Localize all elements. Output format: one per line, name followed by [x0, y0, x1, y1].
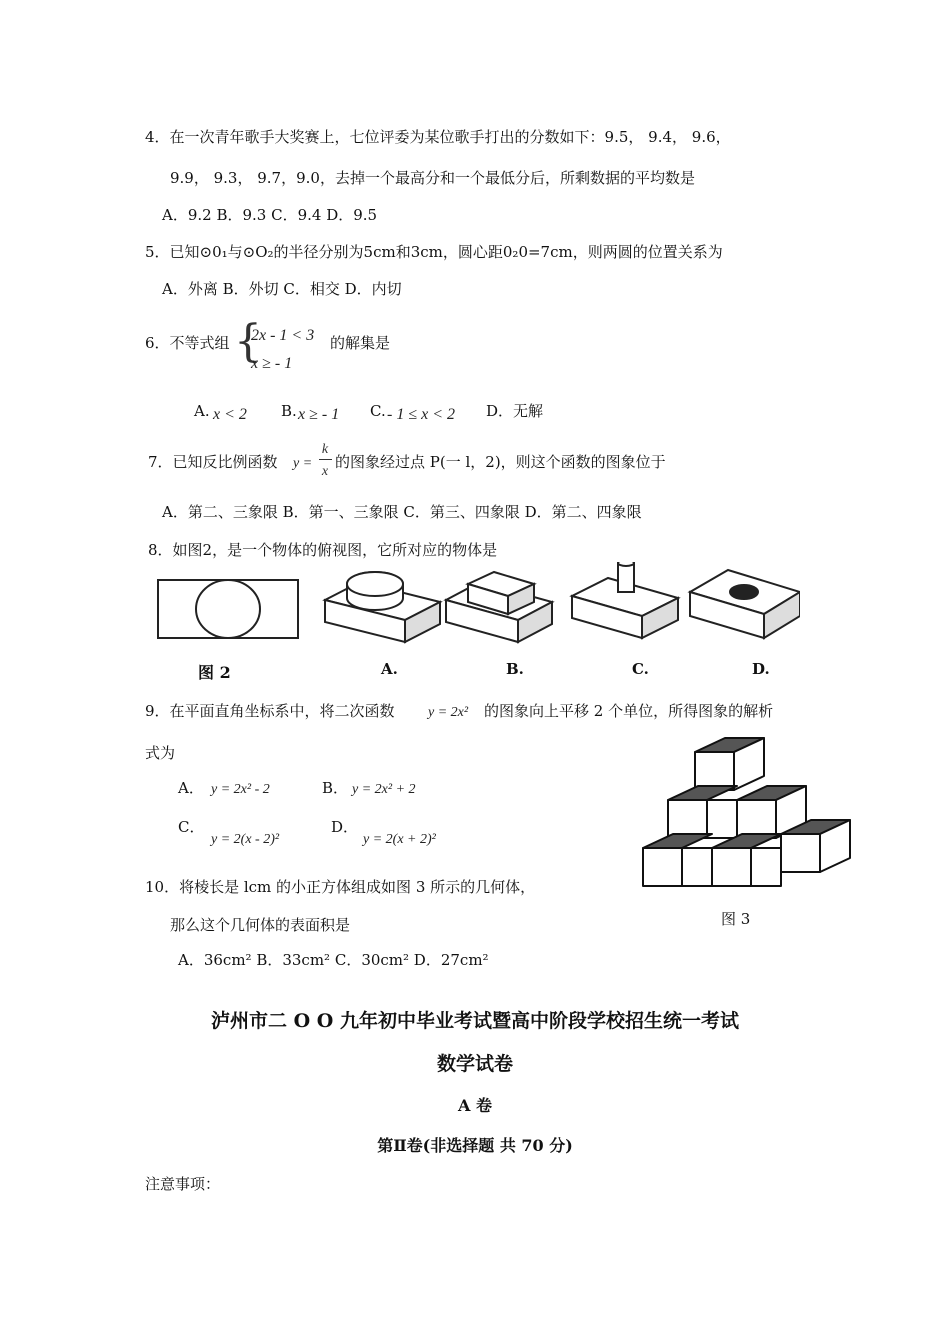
option-d-label: D.	[752, 660, 770, 678]
option-d-solid	[690, 570, 800, 638]
option-a-solid	[325, 572, 440, 642]
q7-denominator: x	[321, 464, 329, 479]
q6-prefix: 6．不等式组	[145, 334, 230, 352]
q9-optB: y = 2x² + 2	[352, 782, 416, 797]
q9-line1-b: 的图象向上平移 2 个单位，所得图象的解析	[484, 702, 774, 720]
q7-numerator: k	[321, 442, 329, 457]
q6-optB: x ≥ - 1	[298, 406, 340, 423]
q9-optC-label: C．	[178, 818, 205, 836]
q6-optA-label: A.	[194, 402, 210, 420]
q6-optB-label: B.	[281, 402, 297, 420]
q6-optC-label: C.	[370, 402, 386, 420]
q10-options: A．36cm² B．33cm² C．30cm² D．27cm²	[178, 951, 489, 969]
q6-eq1: 2x - 1 < 3	[251, 327, 315, 344]
option-b-label: B.	[506, 660, 524, 678]
fig3-label: 图 3	[721, 910, 751, 928]
option-a-label: A.	[381, 660, 398, 678]
q9-optA-label: A．	[178, 779, 204, 797]
q6-suffix: 的解集是	[330, 334, 391, 352]
option-b-solid	[446, 572, 552, 642]
q7-prefix: 7．已知反比例函数	[148, 453, 278, 471]
q6-optA: x < 2	[213, 406, 247, 423]
q4-line2: 9.9， 9.3， 9.7，9.0，去掉一个最高分和一个最低分后，所剩数据的平均数是	[170, 169, 695, 187]
q9-optC: y = 2(x - 2)²	[211, 832, 280, 847]
fig3-cubes	[640, 730, 855, 895]
q9-line1-eq: y = 2x²	[428, 705, 469, 720]
option-c-label: C.	[632, 660, 649, 678]
q9-line2: 式为	[145, 744, 176, 762]
fig2-top-view	[158, 580, 298, 638]
q7-options: A．第二、三象限 B．第一、三象限 C．第三、四象限 D．第二、四象限	[162, 503, 642, 521]
q9-optD: y = 2(x + 2)²	[363, 832, 436, 847]
q6-optC: - 1 ≤ x < 2	[387, 406, 456, 423]
q10-line2: 那么这个几何体的表面积是	[170, 916, 351, 934]
exam-subtitle: 数学试卷	[436, 1053, 513, 1075]
q9-line1-a: 9．在平面直角坐标系中，将二次函数	[145, 702, 395, 720]
q4-options: A．9.2 B．9.3 C．9.4 D．9.5	[162, 206, 378, 224]
q5-line1: 5．已知⊙0₁与⊙O₂的半径分别为5cm和3cm，圆心距0₂0=7cm，则两圆的位置关系为	[145, 243, 723, 261]
q4-line1: 4．在一次青年歌手大奖赛上，七位评委为某位歌手打出的分数如下：9.5， 9.4， 9.6，	[145, 128, 731, 146]
q6-eq2: x ≥ - 1	[251, 355, 293, 372]
q7-fraction-bar	[319, 459, 332, 460]
q7-suffix: 的图象经过点 P(一 l，2)，则这个函数的图象位于	[335, 453, 666, 471]
q6-optD: D．无解	[486, 402, 544, 420]
notes-heading: 注意事项：	[145, 1175, 221, 1193]
option-c-solid	[572, 562, 678, 638]
q5-options: A．外离 B．外切 C．相交 D．内切	[162, 280, 402, 298]
exam-title: 泸州市二 O O 九年初中毕业考试暨高中阶段学校招生统一考试	[211, 1010, 739, 1032]
volume-label: A 卷	[458, 1096, 492, 1115]
q10-line1: 10．将棱长是 lcm 的小正方体组成如图 3 所示的几何体，	[145, 878, 536, 896]
q9-optD-label: D．	[331, 818, 359, 836]
q8-figure-strip	[150, 562, 800, 684]
q6-brace: {	[234, 316, 262, 367]
q8-line1: 8．如图2，是一个物体的俯视图，它所对应的物体是	[148, 541, 498, 559]
part-label: 第Ⅱ卷(非选择题 共 70 分)	[377, 1136, 573, 1155]
fig2-label: 图 2	[198, 663, 231, 682]
q7-y: y =	[293, 456, 313, 471]
q9-optA: y = 2x² - 2	[211, 782, 270, 797]
q9-optB-label: B．	[322, 779, 349, 797]
